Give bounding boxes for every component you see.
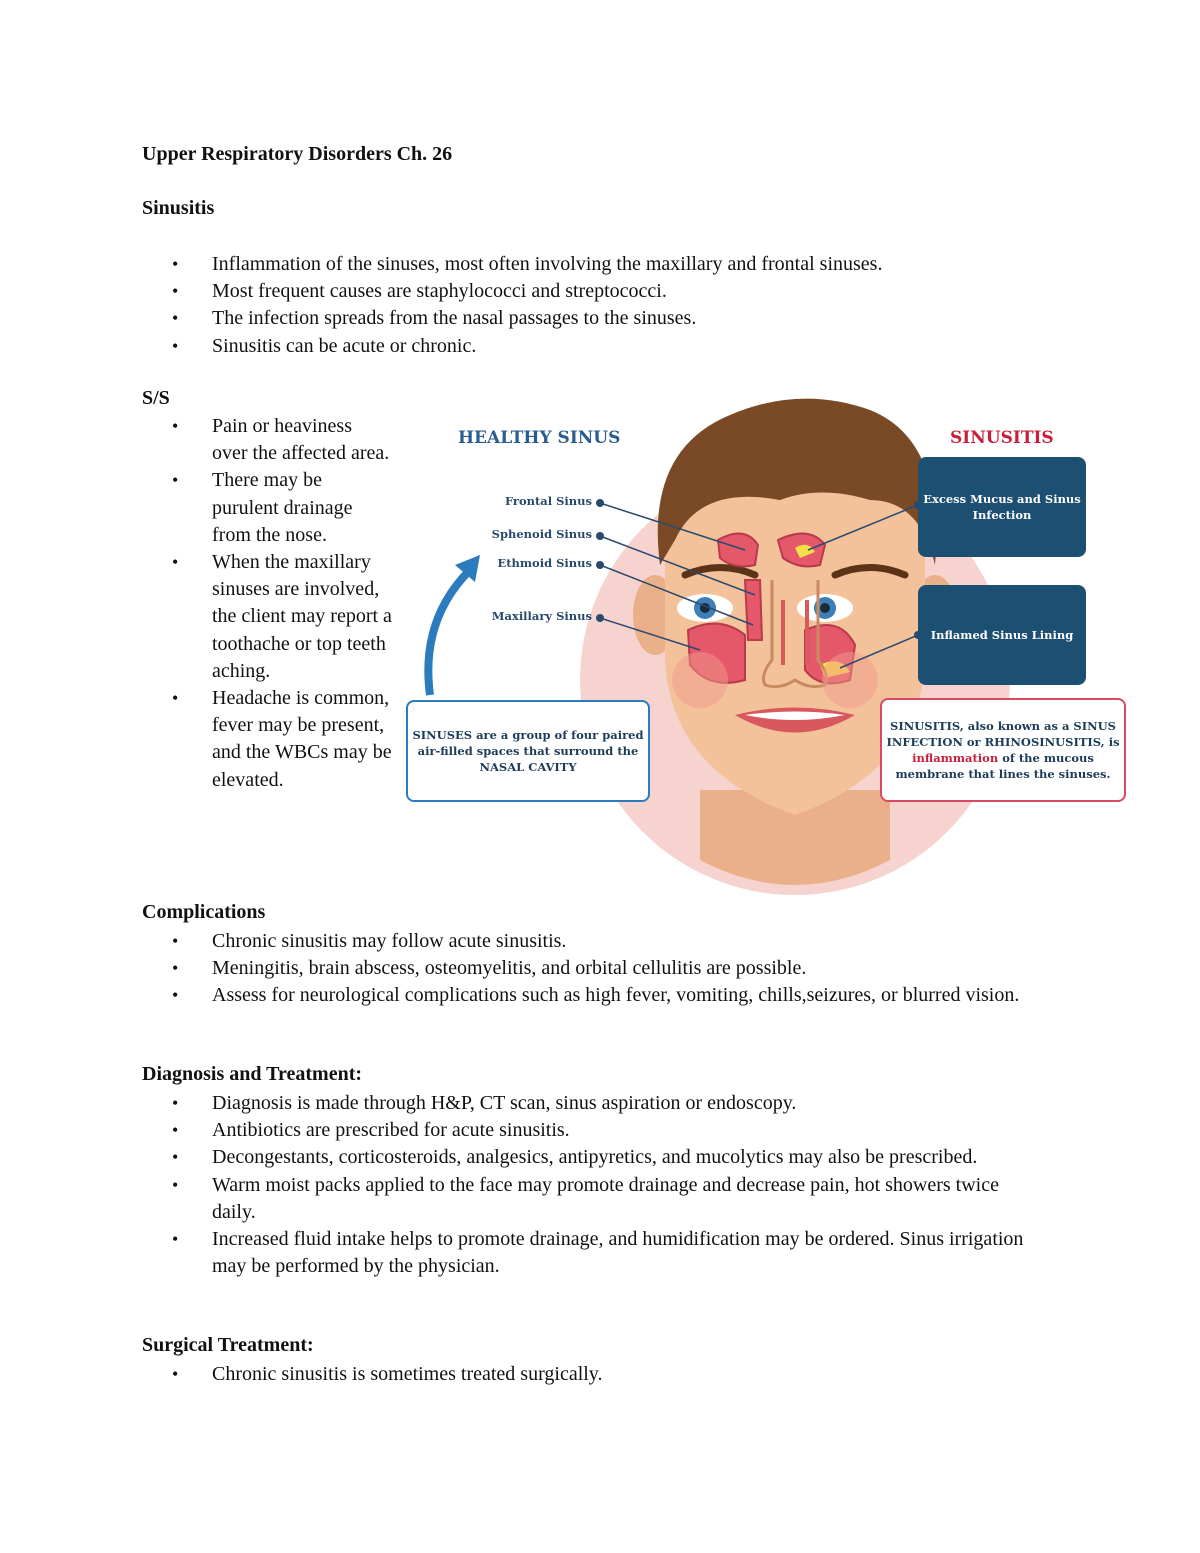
label-frontal-sinus: Frontal Sinus bbox=[504, 494, 592, 508]
list-item: • There may be purulent drainage from the nose. bbox=[142, 467, 392, 549]
list-item: • Headache is common, fever may be present, and the WBCs may be elevated. bbox=[142, 685, 392, 794]
list-item: • Assess for neurological complications such as high fever, vomiting, chills,seizures, or blurred vision. bbox=[142, 982, 1042, 1009]
frontal-sinus-healthy bbox=[718, 534, 758, 567]
definition-part1: SINUSITIS, also known as a SINUS INFECTION or RHINOSINUSITIS, is bbox=[886, 719, 1120, 749]
list-item: • Increased fluid intake helps to promote drainage, and humidification may be ordered. Sinus irrigation may be performed by the physician. bbox=[142, 1226, 1042, 1280]
definition-part2: of the mucous membrane that lines the sinuses. bbox=[895, 751, 1111, 781]
list-item: • Chronic sinusitis may follow acute sinusitis. bbox=[142, 928, 1042, 955]
list-item: • Inflammation of the sinuses, most often involving the maxillary and frontal sinuses. bbox=[142, 251, 1042, 278]
sinusitis-definition-box bbox=[880, 698, 1126, 802]
list-item: • When the maxillary sinuses are involved, the client may report a toothache or top teeth aching. bbox=[142, 549, 392, 685]
sinuses-definition-box: SINUSES are a group of four paired air-filled spaces that surround the NASAL CAVITY bbox=[406, 700, 650, 802]
surgical-list bbox=[142, 1361, 1042, 1388]
label-ethmoid-sinus: Ethmoid Sinus bbox=[497, 556, 592, 570]
complications-list bbox=[142, 928, 1042, 1010]
list-item: • Sinusitis can be acute or chronic. bbox=[142, 333, 1042, 360]
sinusitis-title: SINUSITIS bbox=[950, 428, 1054, 448]
list-item: • Most frequent causes are staphylococci and streptococci. bbox=[142, 278, 1042, 305]
section-heading-sinusitis: Sinusitis bbox=[142, 197, 215, 219]
list-item: • Antibiotics are prescribed for acute sinusitis. bbox=[142, 1117, 1042, 1144]
list-item: • Chronic sinusitis is sometimes treated surgically. bbox=[142, 1361, 1042, 1388]
healthy-sinus-title: HEALTHY SINUS bbox=[458, 428, 621, 448]
page-title: Upper Respiratory Disorders Ch. 26 bbox=[142, 143, 453, 165]
list-item: • The infection spreads from the nasal passages to the sinuses. bbox=[142, 305, 1042, 332]
label-maxillary-sinus: Maxillary Sinus bbox=[491, 609, 592, 623]
ethmoid-sinus-healthy bbox=[745, 580, 762, 640]
list-item: • Pain or heaviness over the affected area. bbox=[142, 413, 392, 467]
label-sphenoid-sinus: Sphenoid Sinus bbox=[491, 527, 592, 541]
section-heading-diagnosis: Diagnosis and Treatment: bbox=[142, 1063, 363, 1085]
list-item: • Diagnosis is made through H&P, CT scan, sinus aspiration or endoscopy. bbox=[142, 1090, 1042, 1117]
definition-highlight: inflammation bbox=[912, 751, 999, 765]
section-heading-ss: S/S bbox=[142, 387, 170, 409]
list-item: • Warm moist packs applied to the face may promote drainage and decrease pain, hot showers twice daily. bbox=[142, 1172, 1042, 1226]
list-item: • Meningitis, brain abscess, osteomyelitis, and orbital cellulitis are possible. bbox=[142, 955, 1042, 982]
curved-arrow-icon bbox=[428, 570, 470, 695]
ss-list bbox=[142, 413, 392, 794]
excess-mucus-box: Excess Mucus and Sinus Infection bbox=[918, 457, 1086, 557]
section-heading-surgical: Surgical Treatment: bbox=[142, 1334, 314, 1356]
diagnosis-list bbox=[142, 1090, 1042, 1280]
sinus-illustration bbox=[400, 390, 1130, 902]
inflamed-lining-box: Inflamed Sinus Lining bbox=[918, 585, 1086, 685]
sinusitis-list bbox=[142, 251, 1042, 360]
section-heading-complications: Complications bbox=[142, 901, 266, 923]
list-item: • Decongestants, corticosteroids, analgesics, antipyretics, and mucolytics may also be prescribed. bbox=[142, 1144, 1042, 1171]
